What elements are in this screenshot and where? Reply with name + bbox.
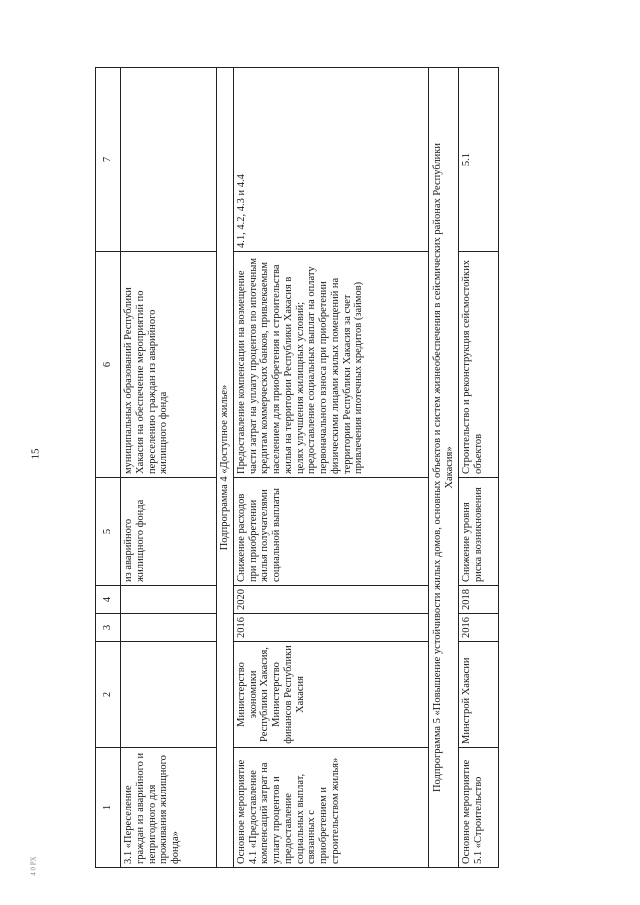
rotated-table-container [95,68,510,868]
row31-col2 [121,642,217,748]
row51-col1: Основное мероприятие 5.1 «Строительство [459,748,499,868]
header-cell: 3 [96,614,121,642]
row31-col1: 3.1 «Переселение граждан из аварийного и непригодного для проживания жилищного фонда» [121,748,217,868]
header-cell: 1 [96,748,121,868]
row51-col6: Строительство и реконструкция сейсмостойких объектов [459,252,499,478]
row41-col7: 4.1, 4.2, 4.3 и 4.4 [233,68,428,252]
subprogram-row [428,68,459,868]
row41-col3: 2016 [233,614,428,642]
row51-col3: 2016 [459,614,499,642]
row31-col3 [121,614,217,642]
page-number: 15 [29,448,42,460]
header-row [96,68,121,868]
header-cell: 7 [96,68,121,252]
row41-col2: Министерство экономики Республики Хакасия, Министерство финансов Республики Хакасия [233,642,428,748]
header-cell: 6 [96,252,121,478]
row41-col5: Снижение расходов при приобретении жилья получателями социальной выплаты [233,478,428,586]
subprogram-row [217,68,234,868]
table-row [233,68,428,868]
row41-col1: Основное мероприятие 4.1 «Предоставление компенсаций затрат на уплату процентов и предоставление социальных выплат, связанных с приобретением и строительством жилья» [233,748,428,868]
subprogram-5-title: Подпрограмма 5 «Повышение устойчивости жилых домов, основных объектов и систем жизнеобеспечения в сейсмических районах Республики Хакасия» [428,68,459,868]
side-mark: 4 0 PX [29,856,38,876]
measures-table [95,67,499,868]
subprogram-4-title: Подпрограмма 4 «Доступное жилье» [217,68,234,868]
row51-col5: Снижение уровня риска возникновения [459,478,499,586]
header-cell: 5 [96,478,121,586]
table-row [121,68,217,868]
row31-col6: муниципальных образований Республики Хакасия на обеспечение мероприятий по переселению граждан из аварийного жилищного фонда [121,252,217,478]
row41-col4: 2020 [233,586,428,614]
row51-col7: 5.1 [459,68,499,252]
row51-col2: Минстрой Хакасии [459,642,499,748]
row31-col4 [121,586,217,614]
row31-col5: из аварийного жилищного фонда [121,478,217,586]
row41-col6: Предоставление компенсации на возмещение части затрат на уплату процентов по ипотечным кредитам коммерческих банков, привлекаемым населением для приобретения и строительства жилья на территории Республики Хакасия в целях улучшения жилищных условий; предоставление социальных выплат на оплату первоначального взноса при приобретении физическими лицами жилых помещений на территории Республики Хакасия за счет привлечения ипотечных кредитов (займов) [233,252,428,478]
row51-col4: 2018 [459,586,499,614]
header-cell: 4 [96,586,121,614]
header-cell: 2 [96,642,121,748]
row31-col7 [121,68,217,252]
table-row [459,68,499,868]
